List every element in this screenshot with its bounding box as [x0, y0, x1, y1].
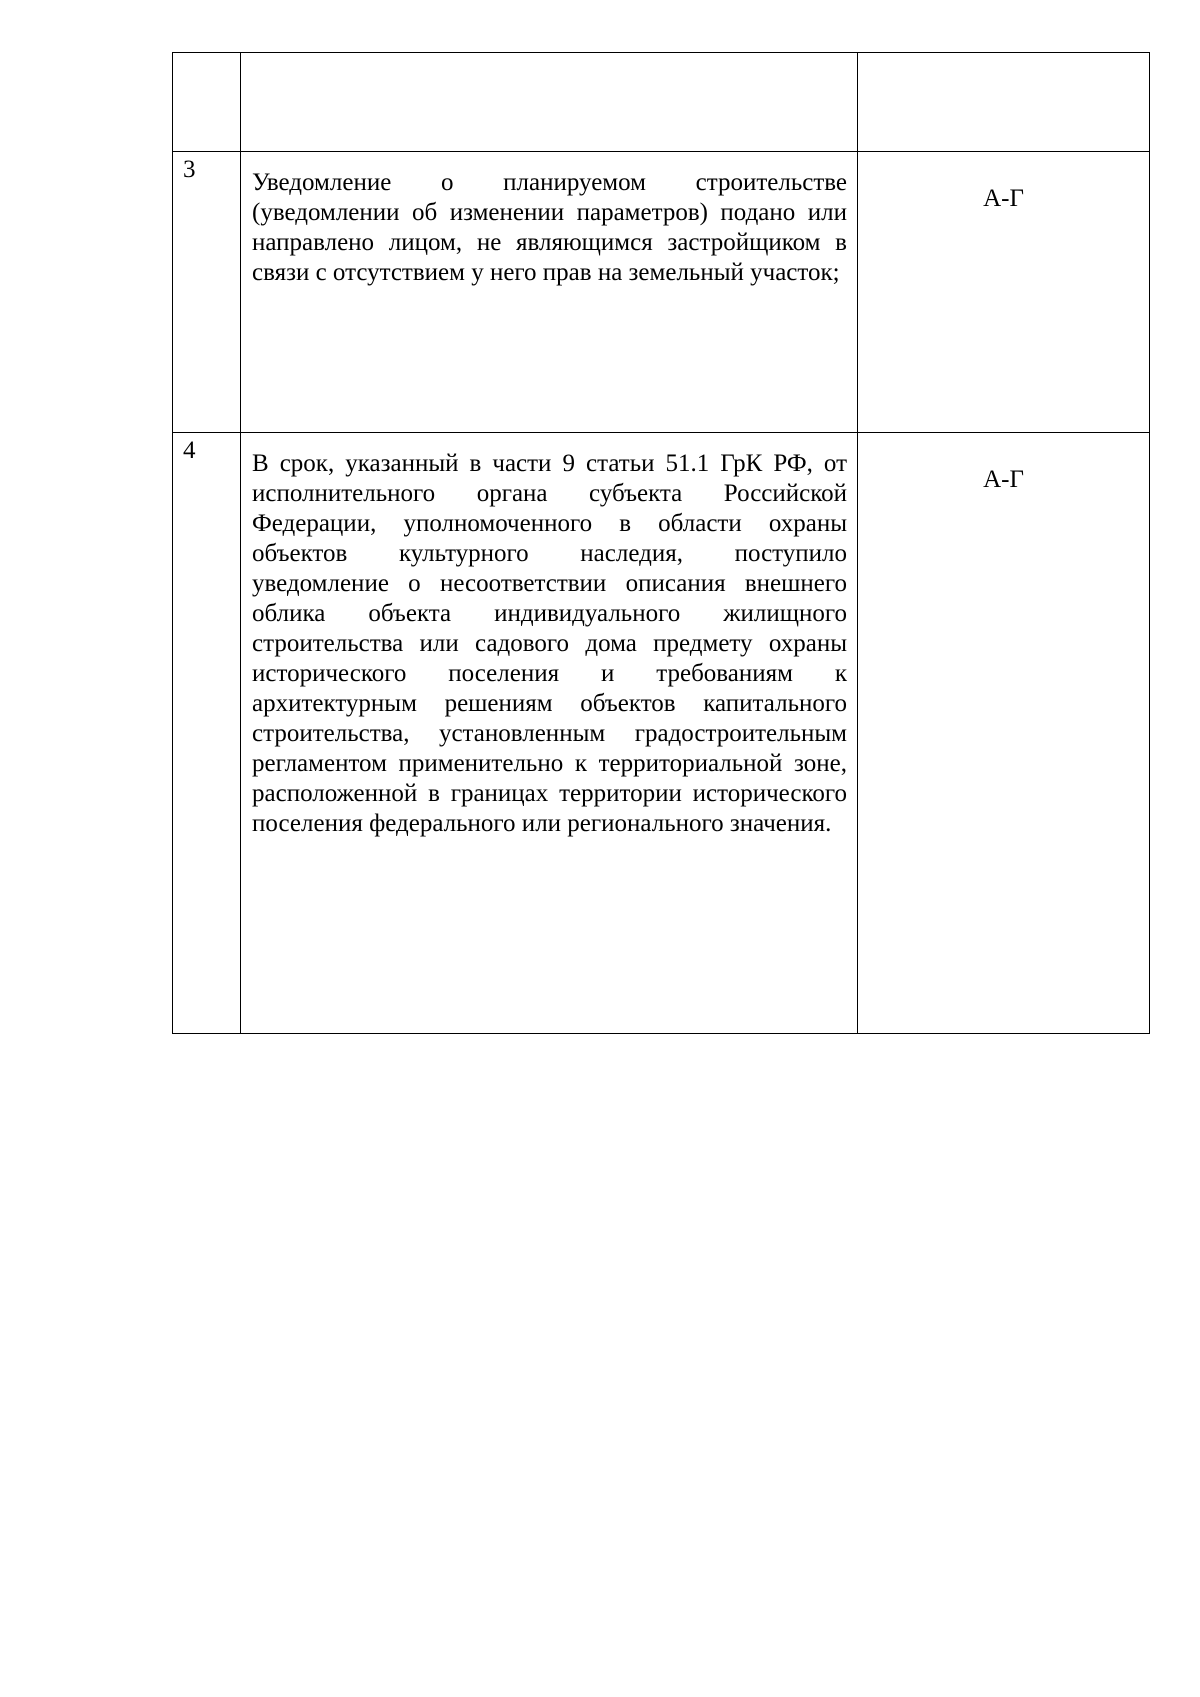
row-code-cell: А-Г — [858, 152, 1150, 433]
row-number-cell: 4 — [173, 433, 241, 1034]
table-row — [173, 152, 1150, 433]
row-code-cell — [858, 53, 1150, 152]
row-text-cell — [241, 433, 858, 1034]
row-text-cell — [241, 152, 858, 433]
row-number-cell — [173, 53, 241, 152]
clause-text: Уведомление о планируемом строительстве (уведомлении об изменении параметров) подано или направлено лицом, не являющимся застройщиком в связи с отсутствием у него прав на земельный участок; — [252, 169, 847, 286]
row-number-cell: 3 — [173, 152, 241, 433]
document-table — [172, 52, 1150, 1034]
table-row — [173, 53, 1150, 152]
table-row — [173, 433, 1150, 1034]
row-text-cell — [241, 53, 858, 152]
clause-text: В срок, указанный в части 9 статьи 51.1 ГрК РФ, от исполнительного органа субъекта Российской Федерации, уполномоченного в области охраны объектов культурного наследия, поступило уведомление о несоответствии описания внешнего облика объекта индивидуального жилищного строительства или садового дома предмету охраны исторического поселения и требованиям к архитектурным решениям объектов капитального строительства, установленным градостроительным регламентом применительно к территориальной зоне, расположенной в границах территории исторического поселения федерального или регионального значения. — [252, 450, 847, 837]
row-code-cell: А-Г — [858, 433, 1150, 1034]
